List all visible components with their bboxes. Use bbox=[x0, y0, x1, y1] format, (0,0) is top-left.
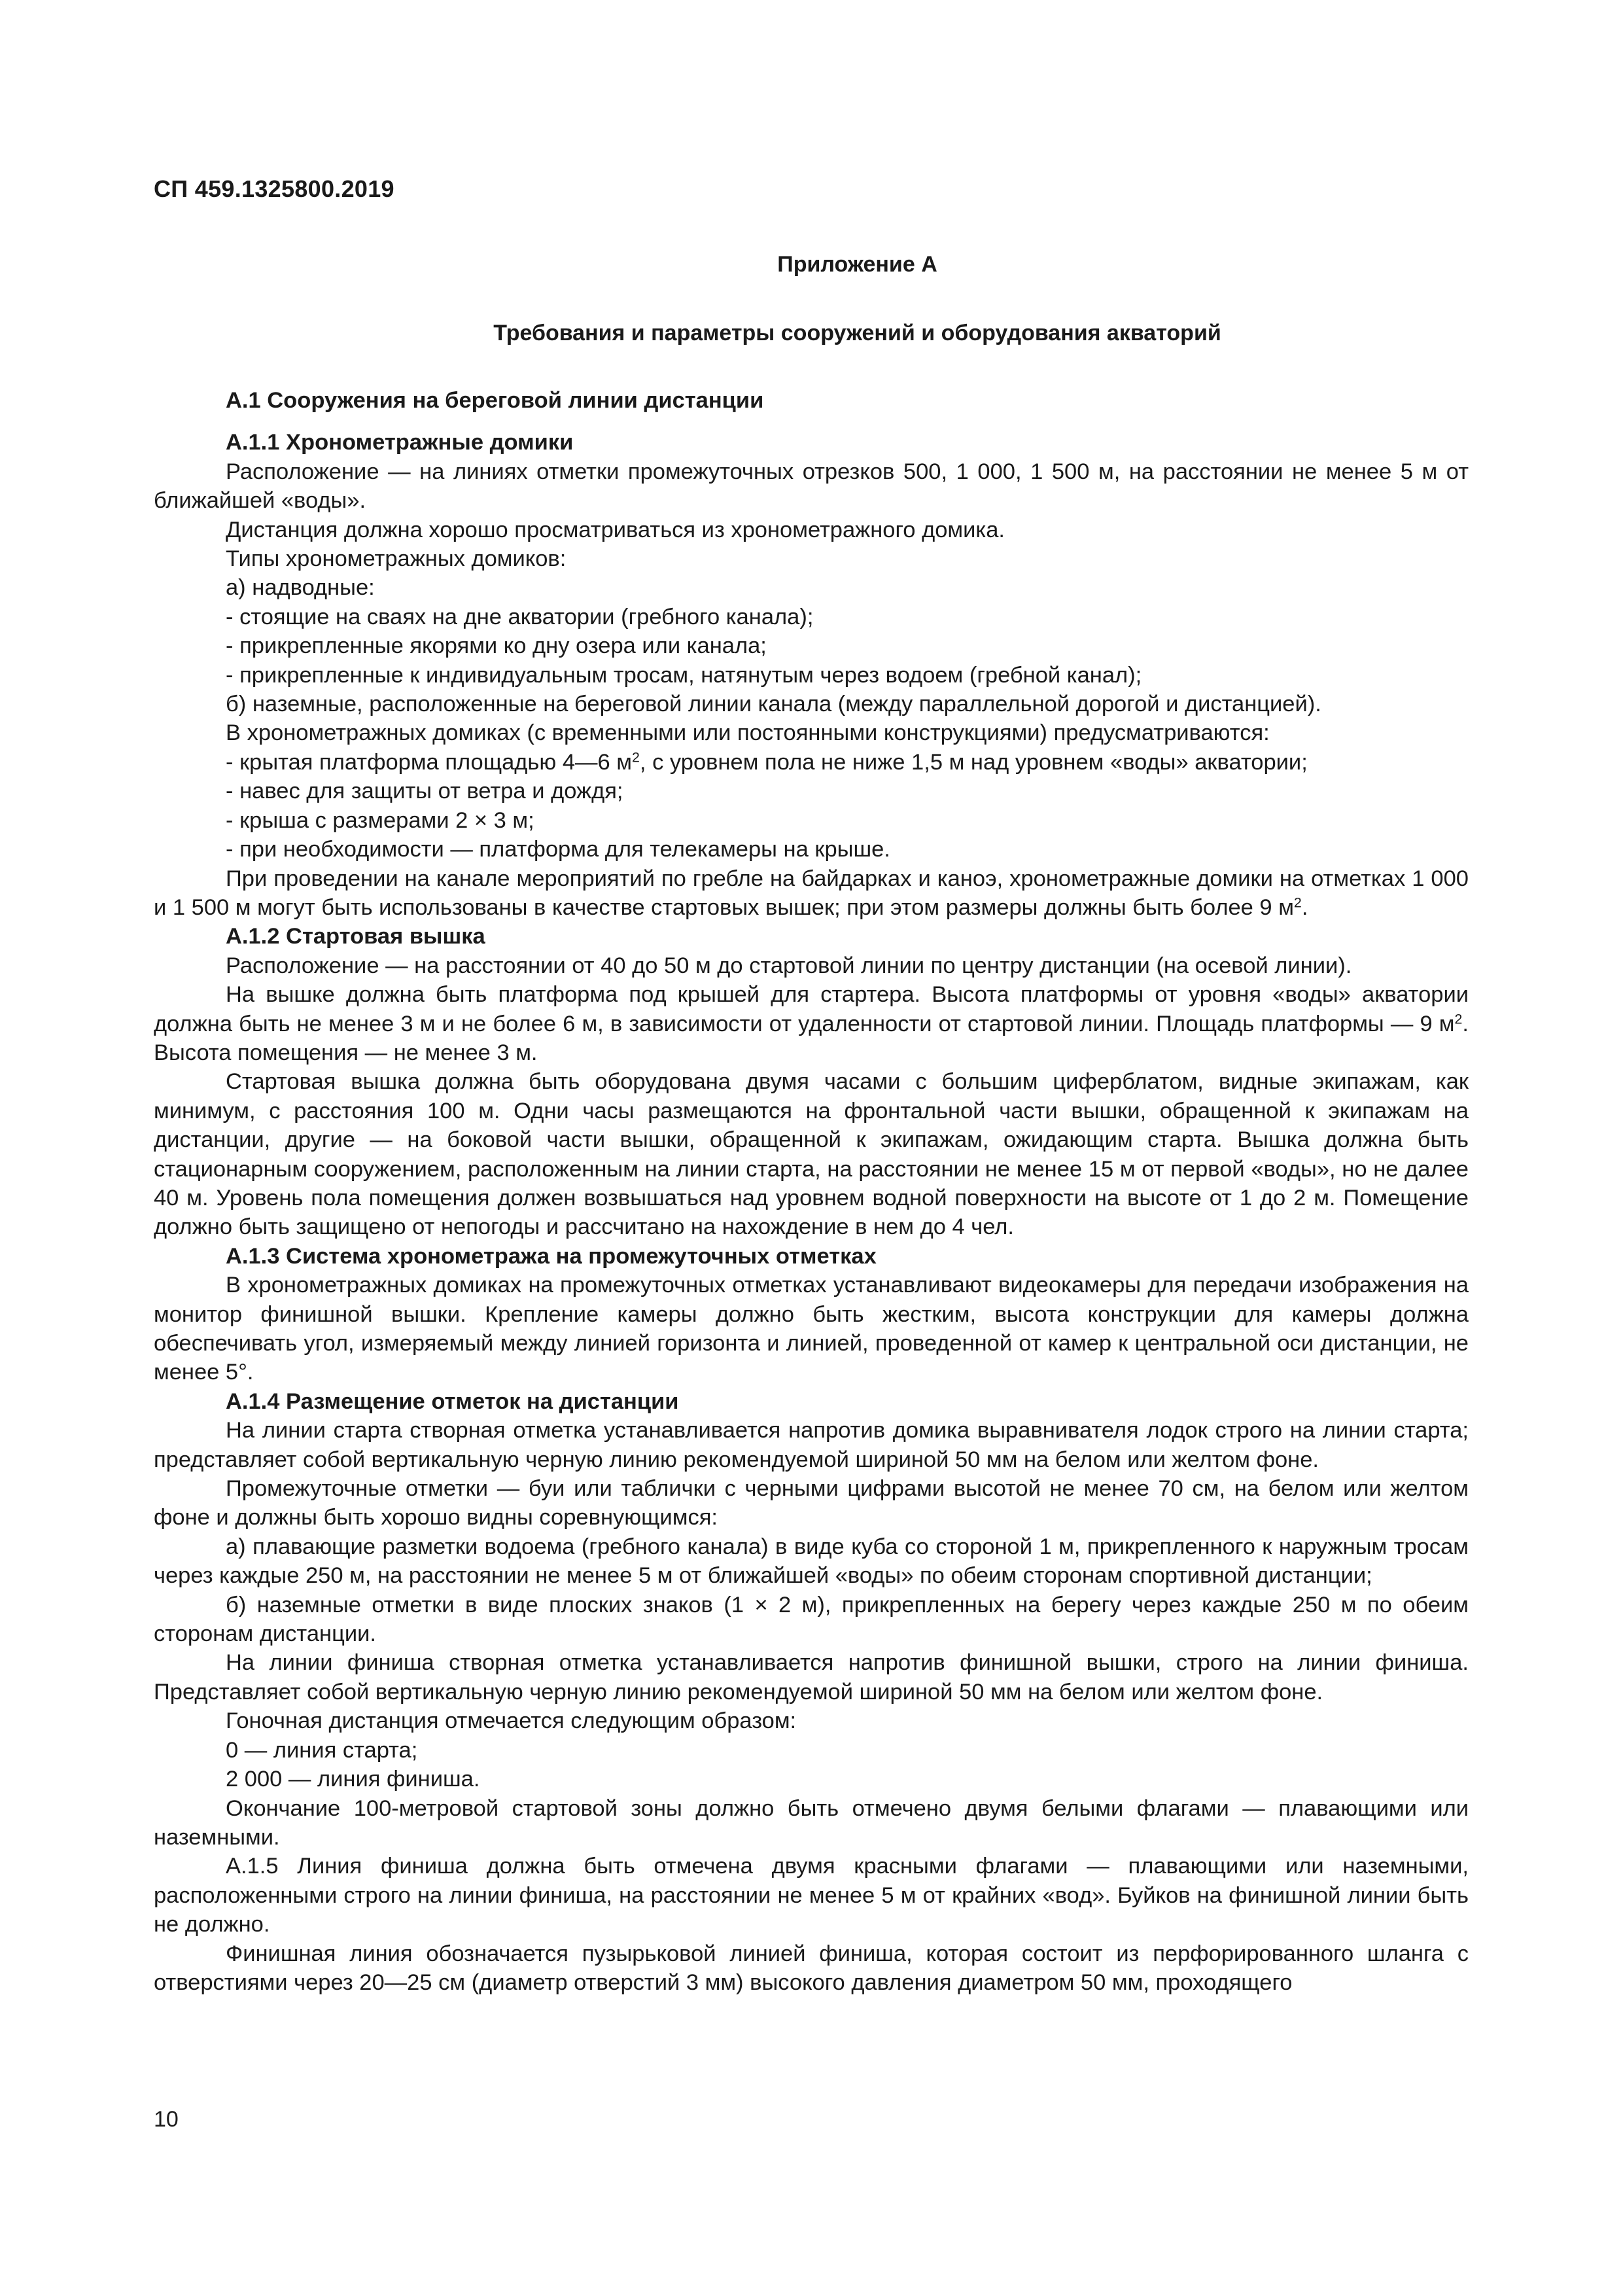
paragraph: В хронометражных домиках (с временными или постоянными конструкциями) предусматриваются: bbox=[226, 720, 1270, 746]
list-item: 2 000 — линия финиша. bbox=[226, 1767, 480, 1792]
list-item: - крыша с размерами 2 × 3 м; bbox=[226, 807, 534, 833]
list-item: - при необходимости — платформа для телекамеры на крыше. bbox=[226, 837, 890, 862]
paragraph: В хронометражных домиках на промежуточных отметках устанавливают видеокамеры для передачи изображения на монитор финишной вышки. Крепление камеры должно быть жестким, высота конструкции для камеры должна обеспечивать угол, измеряемый между линией горизонта и линией, проведенной от камер к центральной оси дистанции, не менее 5°. bbox=[154, 1273, 1469, 1385]
paragraph: Расположение — на линиях отметки промежуточных отрезков 500, 1 000, 1 500 м, на расстоянии не менее 5 м от ближайшей «воды». bbox=[154, 459, 1469, 514]
paragraph: Типы хронометражных домиков: bbox=[226, 546, 567, 572]
list-item: б) наземные, расположенные на береговой линии канала (между параллельной дорогой и дистанцией). bbox=[226, 692, 1321, 717]
appendix-subtitle: Требования и параметры сооружений и оборудования акваторий bbox=[493, 321, 1221, 345]
list-item: - навес для защиты от ветра и дождя; bbox=[226, 779, 623, 804]
section-heading-a1-2: А.1.2 Стартовая вышка bbox=[226, 924, 485, 949]
document-code: СП 459.1325800.2019 bbox=[154, 175, 394, 202]
list-item: - стоящие на сваях на дне акватории (гребного канала); bbox=[226, 604, 814, 629]
list-item: 0 — линия старта; bbox=[226, 1737, 418, 1763]
list-item: - прикрепленные к индивидуальным тросам, натянутым через водоем (гребной канал); bbox=[226, 662, 1142, 688]
paragraph-a1-5: А.1.5 Линия финиша должна быть отмечена двумя красными флагами — плавающими или наземными, расположенными строго на линии финиша, на расстоянии не менее 5 м от крайних «вод». Буйков на финишной линии быть не должно. bbox=[154, 1854, 1469, 1937]
text-fragment: На вышке должна быть платформа под крышей для стартера. Высота платформы от уровня «воды» акватории должна быть не менее 3 м и не более 6 м, в зависимости от удаленности от стартовой линии. Площадь платформы — 9 м bbox=[154, 982, 1469, 1036]
paragraph: Расположение — на расстоянии от 40 до 50 м до стартовой линии по центру дистанции (на осевой линии). bbox=[226, 953, 1352, 978]
text-fragment: , с уровнем пола не ниже 1,5 м над уровнем «воды» акватории; bbox=[639, 749, 1308, 775]
text-fragment: При проведении на канале мероприятий по гребле на байдарках и каноэ, хронометражные домики на отметках 1 000 и 1 500 м могут быть использованы в качестве стартовых вышек; при этом размеры должны быть более 9 м bbox=[154, 866, 1469, 920]
list-item: а) надводные: bbox=[226, 575, 375, 601]
paragraph: Промежуточные отметки — буи или таблички с черными цифрами высотой не менее 70 см, на белом или желтом фоне и должны быть хорошо видны соревнующимся: bbox=[154, 1476, 1469, 1530]
list-item: а) плавающие разметки водоема (гребного канала) в виде куба со стороной 1 м, прикрепленного к наружным тросам через каждые 250 м, на расстоянии не менее 5 м от ближайшей «воды» по обеим сторонам спортивной дистанции; bbox=[154, 1534, 1469, 1589]
paragraph: Окончание 100-метровой стартовой зоны должно быть отмечено двумя белыми флагами — плавающими или наземными. bbox=[154, 1795, 1469, 1850]
paragraph: Стартовая вышка должна быть оборудована двумя часами с большим циферблатом, видные экипажам, как минимум, с расстояния 100 м. Одни часы размещаются на фронтальной части вышки, обращенной к экипажам на дистанции, другие — на боковой части вышки, обращенной к экипажам, ожидающим старта. Вышка должна быть стационарным сооружением, расположенным на линии старта, на расстоянии не менее 15 м от первой «воды», но не далее 40 м. Уровень пола помещения должен возвышаться над уровнем водной поверхности на высоте от 1 до 2 м. Помещение должно быть защищено от непогоды и рассчитано на нахождение в нем до 4 чел. bbox=[154, 1069, 1469, 1240]
list-item: б) наземные отметки в виде плоских знаков (1 × 2 м), прикрепленных на берегу через каждые 250 м по обеим сторонам дистанции. bbox=[154, 1592, 1469, 1647]
paragraph: На линии старта створная отметка устанавливается напротив домика выравнивателя лодок строго на линии старта; представляет собой вертикальную черную линию рекомендуемой шириной 50 мм на белом или желтом фоне. bbox=[154, 1418, 1469, 1472]
paragraph: На линии финиша створная отметка устанавливается напротив финишной вышки, строго на линии финиша. Представляет собой вертикальную черную линию рекомендуемой шириной 50 мм на белом или желтом фоне. bbox=[154, 1650, 1469, 1704]
superscript: 2 bbox=[1454, 1010, 1463, 1027]
list-item: - прикрепленные якорями ко дну озера или канала; bbox=[226, 633, 767, 659]
text-fragment: . Высота помещения — не менее 3 м. bbox=[154, 1011, 1469, 1065]
paragraph bbox=[154, 980, 1469, 1067]
appendix-title: Приложение А bbox=[777, 252, 937, 277]
page-number: 10 bbox=[154, 2107, 179, 2132]
section-heading-a1-3: А.1.3 Система хронометража на промежуточных отметках bbox=[226, 1243, 877, 1269]
list-item bbox=[154, 748, 1469, 777]
paragraph: Дистанция должна хорошо просматриваться из хронометражного домика. bbox=[226, 517, 1005, 542]
section-heading-a1-4: А.1.4 Размещение отметок на дистанции bbox=[226, 1388, 679, 1414]
paragraph: Финишная линия обозначается пузырьковой линией финиша, которая состоит из перфорированного шланга с отверстиями через 20—25 см (диаметр отверстий 3 мм) высокого давления диаметром 50 мм, проходящего bbox=[154, 1941, 1469, 1995]
text-fragment: . bbox=[1301, 894, 1308, 920]
superscript: 2 bbox=[632, 749, 640, 766]
document-body bbox=[154, 386, 1469, 1997]
section-heading-a1-1: А.1.1 Хронометражные домики bbox=[226, 430, 574, 455]
paragraph: Гоночная дистанция отмечается следующим образом: bbox=[226, 1708, 797, 1734]
text-fragment: - крытая платформа площадью 4—6 м bbox=[226, 749, 633, 775]
paragraph bbox=[154, 864, 1469, 923]
section-heading-a1: А.1 Сооружения на береговой линии дистанции bbox=[226, 388, 764, 413]
superscript: 2 bbox=[1293, 894, 1302, 911]
